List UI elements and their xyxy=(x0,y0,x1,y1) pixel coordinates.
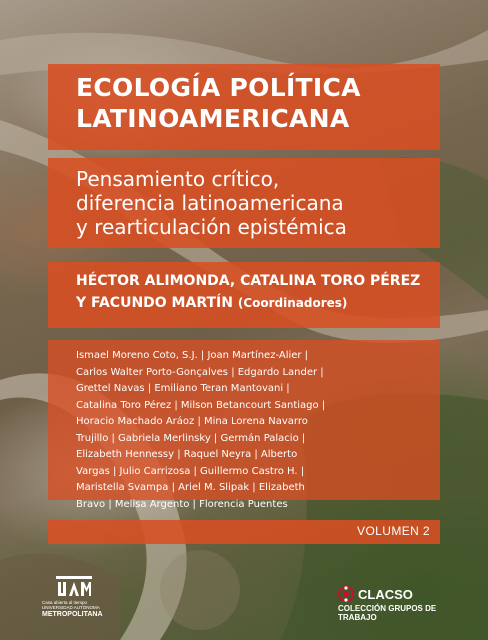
uam-motto: Casa abierta al tiempo xyxy=(42,600,88,605)
clacso-logo-icon xyxy=(338,586,354,602)
contributor-line: Bravo | Melisa Argento | Florencia Puentes xyxy=(76,498,288,510)
subtitle-line-1: Pensamiento crítico, xyxy=(76,167,280,191)
book-title xyxy=(76,72,361,134)
uam-logo-icon xyxy=(56,576,92,598)
authors-line-1: HÉCTOR ALIMONDA, CATALINA TORO PÉREZ xyxy=(76,273,421,289)
contributor-line: Maristella Svampa | Ariel M. Slipak | Elizabeth xyxy=(76,482,305,493)
contributor-line: Trujillo | Gabriela Merlinsky | Germán Palacio | xyxy=(76,432,306,444)
contributors-list xyxy=(76,348,424,513)
volume-label: VOLUMEN 2 xyxy=(357,524,430,538)
coordinators-block xyxy=(76,270,436,314)
contributor-line: Horacio Machado Aráoz | Mina Lorena Navarro xyxy=(76,416,308,427)
clacso-collection: COLECCIÓN GRUPOS DE TRABAJO xyxy=(338,604,437,622)
title-line-2: LATINOAMERICANA xyxy=(76,104,350,133)
coordinators-label: (Coordinadores) xyxy=(237,296,348,310)
clacso-publisher-logo xyxy=(338,586,458,622)
book-subtitle xyxy=(76,167,426,239)
title-line-1: ECOLOGÍA POLÍTICA xyxy=(76,73,361,102)
subtitle-line-2: diferencia latinoamericana xyxy=(76,191,344,215)
authors-line-2: Y FACUNDO MARTÍN xyxy=(76,295,233,311)
contributor-line: Grettel Navas | Emiliano Teran Mantovani | xyxy=(76,383,290,394)
subtitle-line-3: y rearticulación epistémica xyxy=(76,215,347,239)
uam-name: UNIVERSIDAD AUTÓNOMA xyxy=(42,605,100,610)
contributor-line: Catalina Toro Pérez | Milson Betancourt Santiago | xyxy=(76,399,326,411)
clacso-row xyxy=(338,586,458,602)
clacso-name: CLACSO xyxy=(358,586,413,602)
contributor-line: Carlos Walter Porto-Gonçalves | Edgardo Lander | xyxy=(76,366,324,378)
uam-metropolitana: METROPOLITANA xyxy=(42,611,103,618)
contributor-line: Ismael Moreno Coto, S.J. | Joan Martínez-Alier | xyxy=(76,350,309,361)
contributor-line: Vargas | Julio Carrizosa | Guillermo Castro H. | xyxy=(76,465,305,477)
uam-publisher-logo xyxy=(42,576,134,619)
contributor-line: Elizabeth Hennessy | Raquel Neyra | Alberto xyxy=(76,449,298,460)
